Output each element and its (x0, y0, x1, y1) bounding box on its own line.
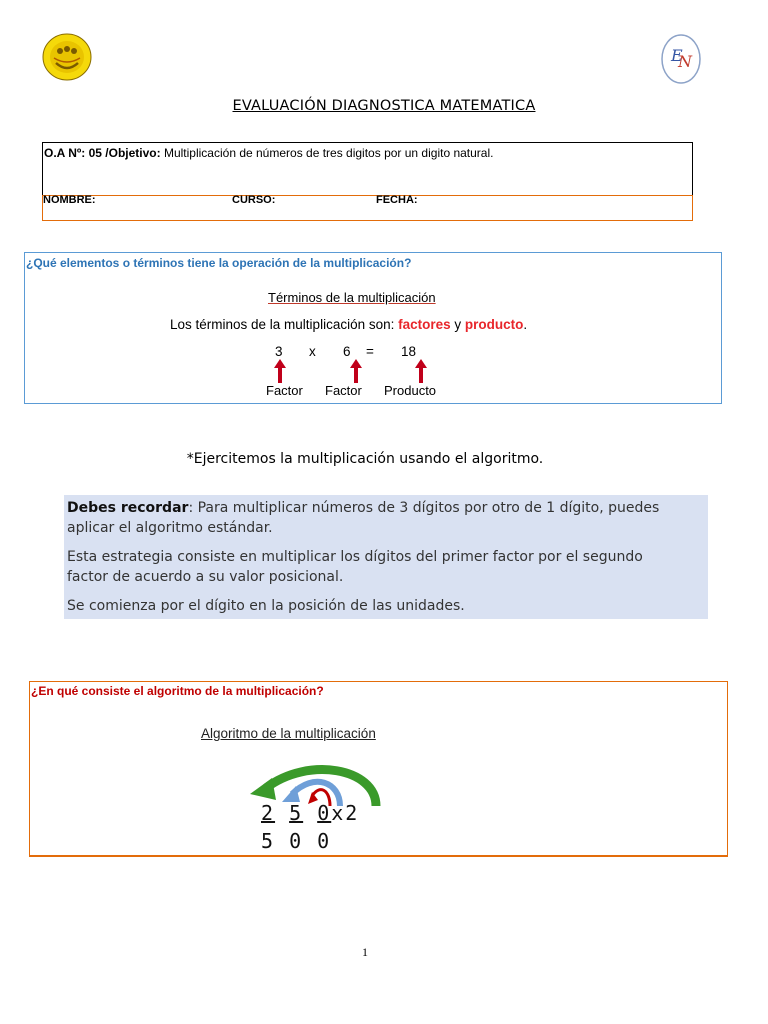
equation-operator: x (309, 344, 316, 359)
fecha-label: FECHA: (376, 194, 418, 206)
term-factores: factores (398, 317, 451, 332)
remember-paragraph-3: Se comienza por el dígito en la posición de las unidades. (67, 598, 465, 614)
algorithm-result: 5 0 0 (261, 829, 332, 853)
exercise-heading: *Ejercitemos la multiplicación usando el algoritmo. (186, 451, 544, 467)
equation-equals: = (366, 344, 374, 359)
equation-result: 18 (401, 344, 417, 359)
label-producto: Producto (384, 383, 437, 398)
remember-paragraph-1: Debes recordar: Para multiplicar números de 3 dígitos por otro de 1 dígito, puedes aplicar el algoritmo estándar. (67, 500, 660, 536)
digit-units: 0 (317, 801, 332, 825)
algorithm-multiplier: 2 (345, 801, 360, 825)
label-factor-1: Factor (266, 383, 303, 398)
algorithm-operator: x (331, 801, 346, 825)
equation-factor-b: 6 (343, 344, 351, 359)
objective-text: Multiplicación de números de tres digitos por un digito natural. (160, 146, 494, 160)
terms-figure-title: Términos de la multiplicación (268, 290, 436, 305)
digit-hundreds: 2 (261, 801, 276, 825)
page-number: 1 (362, 945, 368, 959)
svg-text:E: E (671, 46, 683, 65)
objective-line (44, 146, 493, 160)
curso-label: CURSO: (232, 194, 276, 206)
objective-code: O.A Nº: 05 /Objetivo: (44, 146, 161, 160)
school-logo-icon (42, 33, 92, 81)
institution-logo-icon (660, 33, 702, 85)
terms-sentence: Los términos de la multiplicación son: factores y producto. (170, 317, 528, 332)
equation-factor-a: 3 (275, 344, 283, 359)
algorithm-question: ¿En qué consiste el algoritmo de la multiplicación? (31, 684, 324, 698)
page-title: EVALUACIÓN DIAGNOSTICA MATEMATICA (232, 98, 536, 114)
svg-text:N: N (678, 52, 692, 71)
digit-tens: 5 (289, 801, 304, 825)
terms-question: ¿Qué elementos o términos tiene la operación de la multiplicación? (26, 256, 412, 270)
nombre-label: NOMBRE: (43, 194, 96, 206)
student-fields-row (42, 195, 693, 221)
label-factor-2: Factor (325, 383, 362, 398)
remember-paragraph-2: Esta estrategia consiste en multiplicar los dígitos del primer factor por el segundo factor de acuerdo a su valor posicional. (67, 549, 643, 585)
algorithm-operation (261, 801, 359, 825)
remember-box (64, 495, 708, 619)
term-producto: producto (464, 317, 524, 332)
algorithm-figure-title: Algoritmo de la multiplicación (201, 726, 376, 741)
term-arrows-icon (270, 359, 430, 385)
